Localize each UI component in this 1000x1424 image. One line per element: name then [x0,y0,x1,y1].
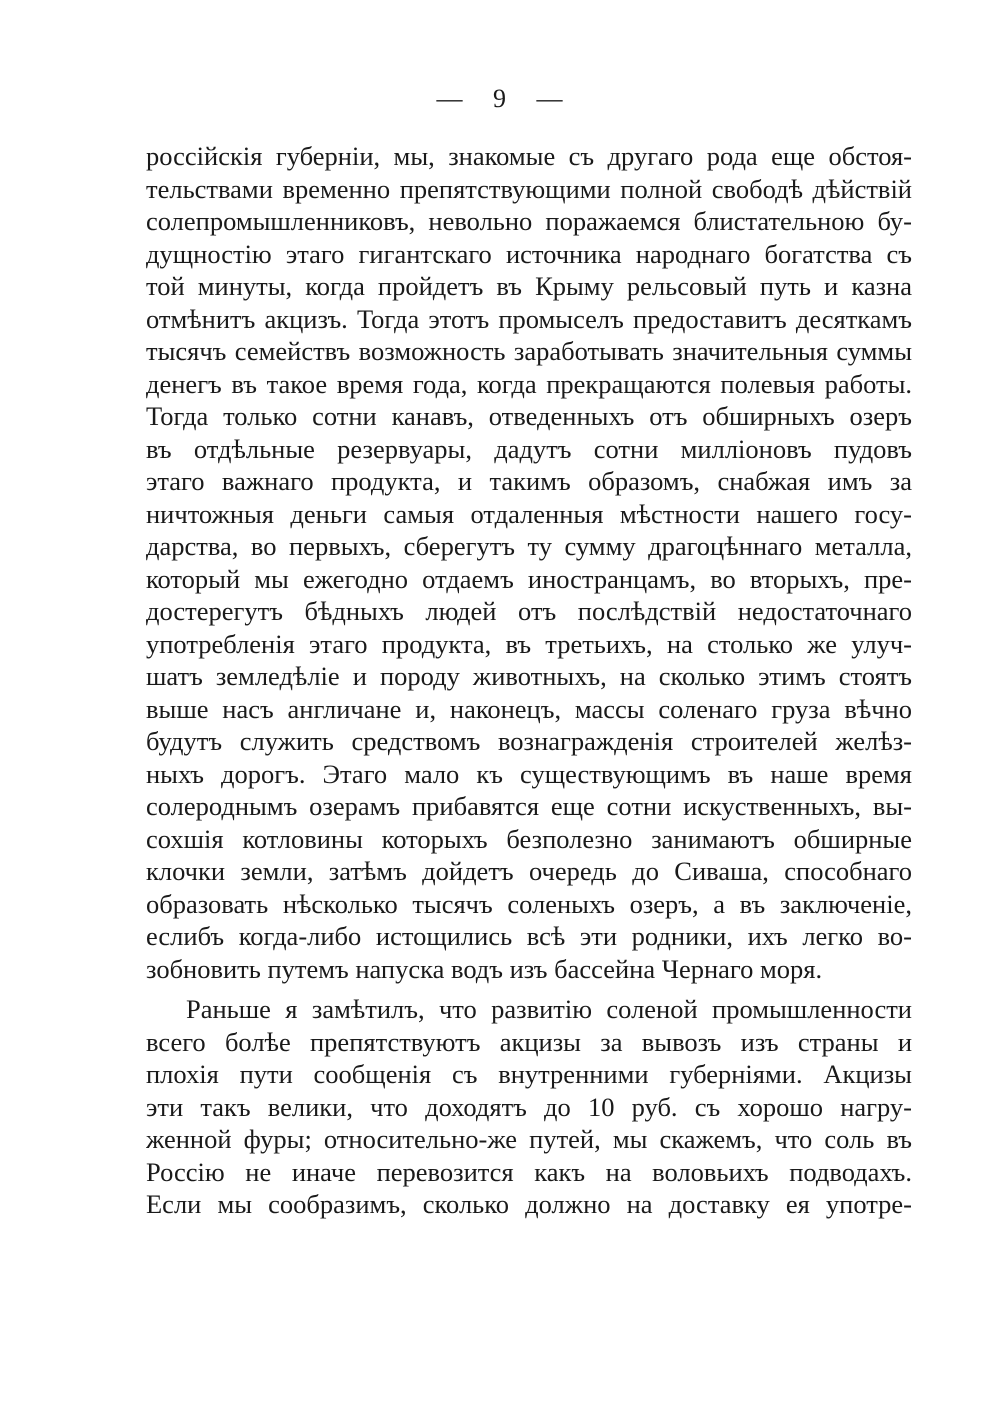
text-line: Раньше я замѣтилъ, что развитію соленой промышленности [186,994,912,1024]
text-line: Тогда только сотни канавъ, отведенныхъ отъ обширныхъ озеръ [146,401,912,431]
text-line: женной фуры; относительно-же путей, мы скажемъ, что соль въ [146,1124,912,1154]
text-line: употребленія этаго продукта, въ третьихъ, на столько же улуч- [146,628,912,659]
text-line: дарства, во первыхъ, сберегутъ ту сумму драгоцѣннаго металла, [146,531,912,561]
text-line: россійскія губерніи, мы, знакомые съ другаго рода еще обстоя- [146,141,912,171]
text-line: отмѣнитъ акцизъ. Тогда этотъ промыселъ предоставитъ десяткамъ [146,303,912,334]
text-line: той минуты, когда пройдетъ въ Крыму рельсовый путь и казна [146,271,912,301]
text-line: зобновить путемъ напуска водъ изъ бассейна Чернаго моря. [146,953,823,984]
text-line: шатъ земледѣліе и породу животныхъ, на сколько этимъ стоятъ [146,661,912,691]
text-line: образовать нѣсколько тысячъ соленыхъ озеръ, а въ заключеніе, [146,888,912,919]
text-line: еслибъ когда-либо истощились всѣ эти родники, ихъ легко во- [146,921,912,951]
text-line: плохія пути сообщенія съ внутренними губерніями. Акцизы [146,1059,912,1089]
text-line: тысячъ семействъ возможность заработывать значительныя суммы [146,336,912,366]
page-number: — 9 — [436,84,564,113]
body-text [146,140,912,1221]
text-line: дущностію этаго гигантскаго источника народнаго богатства съ [146,238,912,269]
text-line: всего болѣе препятствуютъ акцизы за вывозъ изъ страны и [146,1026,912,1057]
paragraph-2 [146,993,912,1221]
text-line: который мы ежегодно отдаемъ иностранцамъ, во вторыхъ, пре- [146,563,912,594]
text-line: Россію не иначе перевозится какъ на воловьихъ подводахъ. [146,1156,912,1187]
paragraph-spacer [146,985,912,993]
text-line: выше насъ англичане и, наконецъ, массы соленаго груза вѣчно [146,693,912,724]
text-line: ничтожныя деньги самыя отдаленныя мѣстности нашего госу- [146,498,912,529]
text-line: солероднымъ озерамъ прибавятся еще сотни искуственныхъ, вы- [146,791,912,821]
paragraph-1 [146,140,912,985]
text-line: ныхъ дорогъ. Этаго мало къ существующимъ въ наше время [146,758,912,789]
text-line: Если мы сообразимъ, сколько должно на доставку ея употре- [146,1189,912,1219]
text-line: тельствами временно препятствующими полной свободѣ дѣйствій [146,173,912,204]
text-line: клочки земли, затѣмъ дойдетъ очередь до Сиваша, способнаго [146,856,912,886]
text-line: достерегутъ бѣдныхъ людей отъ послѣдствій недостаточнаго [146,596,912,626]
text-line: солепромышленниковъ, невольно поражаемся блистательною бу- [146,206,912,236]
text-line: эти такъ велики, что доходятъ до 10 руб. съ хорошо нагру- [146,1091,912,1122]
text-line: будутъ служить средствомъ вознагражденія строителей желѣз- [146,726,912,756]
text-line: сохшія котловины которыхъ безполезно занимаютъ обширные [146,823,912,854]
text-line: въ отдѣльные резервуары, дадутъ сотни милліоновъ пудовъ [146,433,912,464]
text-line: этаго важнаго продукта, и такимъ образомъ, снабжая имъ за [146,466,912,496]
text-line: денегъ въ такое время года, когда прекращаются полевыя работы. [146,368,912,399]
